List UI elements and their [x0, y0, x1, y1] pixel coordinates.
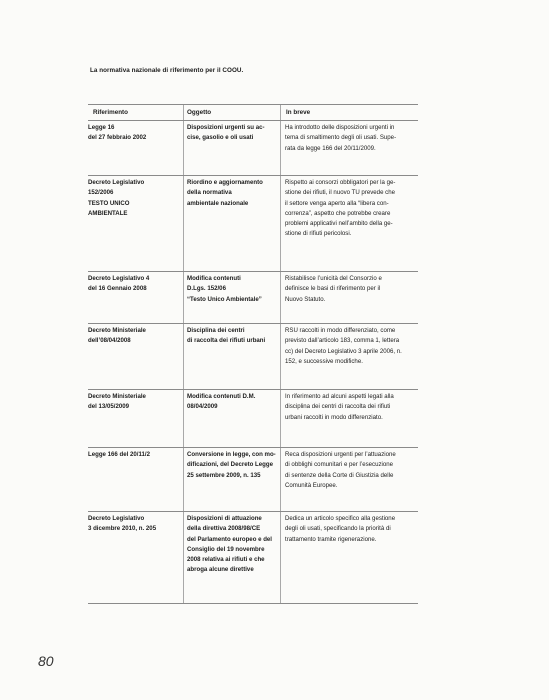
table-row: [88, 272, 418, 324]
cell-line: della direttiva 2008/98/CE: [187, 525, 261, 533]
header-riferimento: Riferimento: [93, 109, 128, 116]
cell-line: Legge 16: [88, 124, 115, 131]
cell-oggetto: [183, 450, 280, 511]
cell-line: di raccolta dei rifiuti urbani: [187, 337, 266, 345]
cell-line: urbani raccolti in modo differenziato.: [285, 413, 383, 421]
cell-riferimento: [88, 178, 183, 271]
cell-line: 08/04/2009: [187, 403, 218, 411]
cell-line: ambientale nazionale: [187, 199, 249, 207]
cell-line: 2008 relativa ai rifiuti e che: [187, 556, 265, 564]
table-row: [88, 324, 418, 390]
cell-line: Dedica un articolo specifico alla gestione: [285, 515, 396, 522]
cell-line: degli oli usati, specificando la priorità di: [285, 525, 391, 533]
cell-line: abroga alcune direttive: [187, 566, 254, 574]
cell-line: Modifica contenuti D.M.: [187, 393, 256, 400]
cell-line: cise, gasolio e oli usati: [187, 134, 254, 142]
cell-in-breve: [280, 514, 418, 603]
cell-line: dell’08/04/2008: [88, 337, 131, 345]
cell-line: cc) del Decreto Legislativo 3 aprile 2006, n.: [285, 347, 402, 355]
cell-line: Disposizioni urgenti su ac-: [187, 124, 265, 131]
cell-line: “Testo Unico Ambientale”: [187, 295, 262, 303]
cell-line: del 13/05/2009: [88, 403, 129, 411]
cell-line: del 16 Gennaio 2008: [88, 285, 147, 293]
cell-line: 152/2006: [88, 189, 114, 197]
page-title: La normativa nazionale di riferimento per il COOU.: [90, 67, 244, 74]
cell-riferimento: [88, 326, 183, 389]
cell-line: del 27 febbraio 2002: [88, 134, 147, 142]
cell-line: Legge 166 del 20/11/2: [88, 451, 150, 458]
cell-line: 25 settembre 2009, n. 135: [187, 471, 261, 479]
cell-line: AMBIENTALE: [88, 209, 128, 217]
cell-line: D.Lgs. 152/06: [187, 285, 226, 293]
cell-oggetto: [183, 514, 280, 603]
cell-line: Nuovo Statuto.: [285, 295, 326, 303]
cell-in-breve: [280, 450, 418, 511]
cell-riferimento: [88, 274, 183, 323]
cell-line: Modifica contenuti: [187, 275, 241, 282]
cell-oggetto: [183, 178, 280, 271]
cell-line: Consiglio del 19 novembre: [187, 545, 265, 553]
cell-line: dificazioni, del Decreto Legge: [187, 461, 274, 469]
cell-in-breve: [280, 123, 418, 175]
cell-line: definisce le basi di riferimento per il: [285, 285, 381, 293]
cell-line: Decreto Legislativo 4: [88, 275, 150, 282]
cell-in-breve: [280, 178, 418, 271]
table-header: [88, 104, 418, 121]
cell-line: stione di rifiuti pericolosi.: [285, 230, 352, 238]
cell-line: della normativa: [187, 189, 232, 197]
cell-line: del Parlamento europeo e del: [187, 535, 272, 543]
cell-riferimento: [88, 123, 183, 175]
cell-line: Decreto Legislativo: [88, 179, 145, 186]
cell-riferimento: [88, 514, 183, 603]
regulations-table: [88, 104, 418, 604]
table-row: [88, 448, 418, 512]
cell-line: 3 dicembre 2010, n. 205: [88, 525, 157, 533]
cell-line: Decreto Legislativo: [88, 515, 145, 522]
cell-line: rata da legge 166 del 20/11/2009.: [285, 144, 376, 152]
page-number: 80: [38, 653, 54, 669]
cell-line: 152, e successive modifiche.: [285, 357, 363, 365]
table-row: [88, 512, 418, 604]
cell-oggetto: [183, 123, 280, 175]
cell-riferimento: [88, 450, 183, 511]
cell-line: di sentenze della Corte di Giustizia delle: [285, 471, 394, 479]
cell-line: trattamento tramite rigenerazione.: [285, 535, 377, 543]
cell-riferimento: [88, 392, 183, 447]
cell-line: Disposizioni di attuazione: [187, 515, 262, 522]
cell-oggetto: [183, 274, 280, 323]
cell-line: Ha introdotto delle disposizioni urgenti in: [285, 124, 395, 131]
cell-in-breve: [280, 274, 418, 323]
cell-line: Riordino e aggiornamento: [187, 179, 263, 186]
cell-line: Rispetto ai consorzi obbligatori per la ge-: [285, 179, 396, 186]
cell-in-breve: [280, 326, 418, 389]
cell-line: disciplina dei centri di raccolta dei rifiuti: [285, 403, 391, 411]
cell-line: Decreto Ministeriale: [88, 393, 146, 400]
table-row: [88, 121, 418, 176]
cell-line: Conversione in legge, con mo-: [187, 451, 276, 458]
header-in-breve: In breve: [286, 109, 311, 116]
cell-line: TESTO UNICO: [88, 199, 130, 207]
cell-in-breve: [280, 392, 418, 447]
cell-line: Ristabilisce l’unicità del Consorzio e: [285, 275, 382, 282]
table-row: [88, 176, 418, 272]
cell-line: problemi applicativi nell’ambito della ge-: [285, 220, 393, 228]
cell-line: il settore venga aperto alla “libera con-: [285, 199, 389, 207]
cell-line: Disciplina dei centri: [187, 327, 245, 334]
cell-line: RSU raccolti in modo differenziato, come: [285, 327, 396, 334]
cell-line: In riferimento ad alcuni aspetti legati alla: [285, 393, 394, 400]
cell-oggetto: [183, 326, 280, 389]
cell-oggetto: [183, 392, 280, 447]
cell-line: Decreto Ministeriale: [88, 327, 146, 334]
cell-line: previsto dall’articolo 183, comma 1, lettera: [285, 337, 400, 345]
cell-line: Comunità Europee.: [285, 481, 338, 489]
cell-line: stione dei rifiuti, il nuovo TU prevede che: [285, 189, 395, 197]
header-oggetto: Oggetto: [187, 109, 212, 116]
cell-line: correnza”, aspetto che potrebbe creare: [285, 209, 391, 217]
table-row: [88, 390, 418, 448]
cell-line: tema di smaltimento degli oli usati. Supe-: [285, 134, 397, 142]
cell-line: Reca disposizioni urgenti per l’attuazione: [285, 451, 396, 458]
cell-line: di obblighi comunitari e per l’esecuzione: [285, 461, 394, 469]
